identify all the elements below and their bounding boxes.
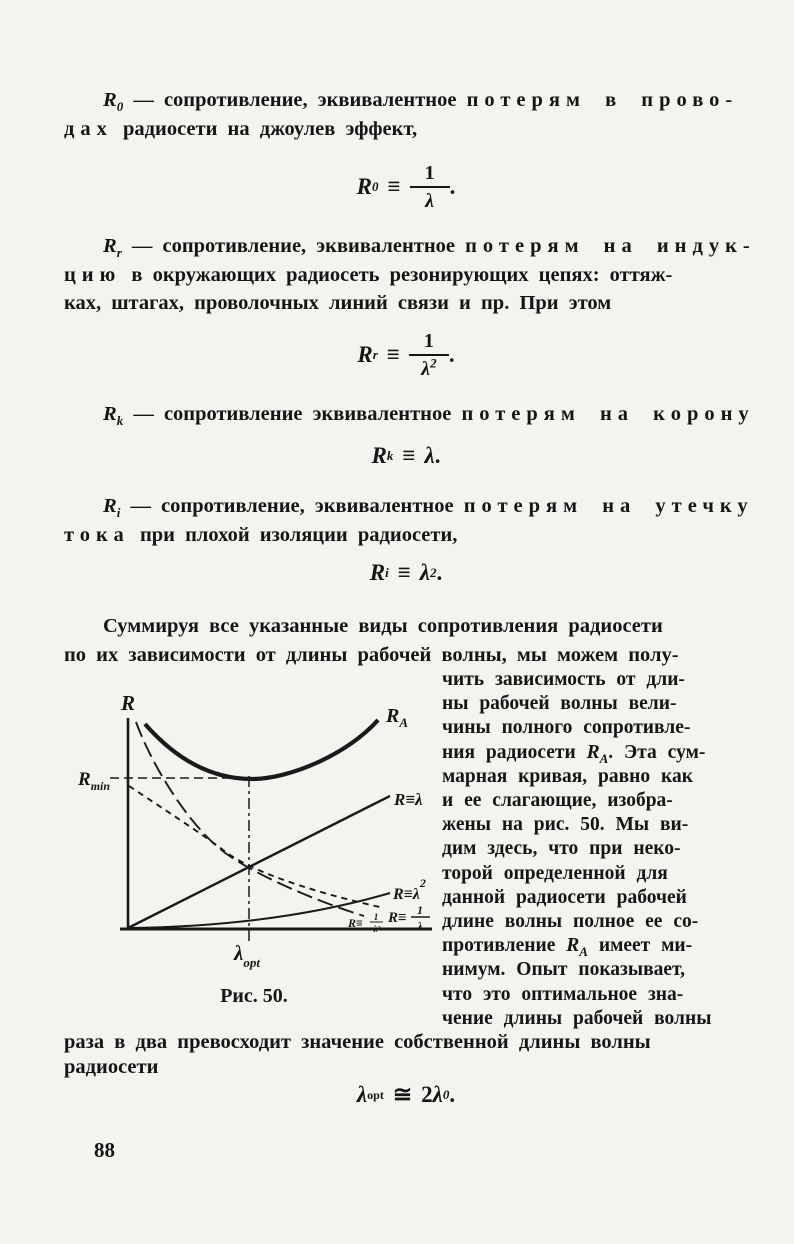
- body-text: радиосети: [64, 1056, 159, 1078]
- formula-r0: R 0 ≡ $\frac{1}{\lambda}$ .: [356, 162, 456, 212]
- body-text: длине волны полное ее со-: [442, 911, 699, 933]
- math-var: R: [103, 403, 117, 425]
- emphasized-text: потерям на утечку: [463, 495, 754, 517]
- math-var: R≡λ: [393, 886, 420, 903]
- formula-period: .: [449, 174, 456, 199]
- formula-rk: R k ≡ λ .: [371, 443, 441, 468]
- math-var: λ: [421, 358, 431, 380]
- emphasized-text: дах: [64, 117, 113, 140]
- math-var: R: [566, 935, 580, 957]
- body-text: марная кривая, равно как: [442, 765, 693, 787]
- text-line: [442, 862, 750, 886]
- page-number: 88: [94, 1138, 115, 1162]
- curve-label-inverse-sq-num: 1: [373, 912, 379, 922]
- math-var: λ: [356, 1082, 368, 1107]
- curve-label-linear: R≡λ: [394, 790, 423, 809]
- body-text: ках, штагах, проволочных линий связи и пр. При этом: [64, 292, 612, 314]
- figure-50: [64, 666, 442, 1016]
- y-axis-label: R: [120, 691, 136, 715]
- body-text: по их зависимости от длины рабочей волны, мы можем полу-: [64, 643, 679, 666]
- curve-label-inverse: R≡: [388, 910, 407, 926]
- body-text: при плохой изоляции радиосети,: [129, 523, 458, 546]
- text-line: [442, 789, 750, 813]
- math-var: λ: [424, 443, 435, 468]
- text-line: [64, 261, 748, 290]
- body-text: данной радиосети рабочей: [442, 886, 687, 908]
- fraction: [410, 162, 450, 212]
- line-r-eq-lambda: [128, 796, 390, 928]
- body-text: в окружающих радиосеть резонирующих цепях: оттяж-: [121, 263, 673, 286]
- equiv-sign: ≡: [397, 560, 411, 585]
- text-line: [442, 983, 750, 1007]
- math-var: R: [103, 495, 117, 517]
- math-var: R: [371, 443, 387, 468]
- text-line: [442, 1007, 750, 1031]
- math-sub: A: [399, 715, 409, 730]
- text-line: [64, 612, 748, 641]
- fraction: [409, 330, 449, 380]
- math-sub: A: [599, 750, 609, 766]
- math-sub: A: [579, 944, 588, 960]
- text-line: [64, 492, 754, 521]
- text-line: [442, 934, 750, 958]
- math-sub: opt: [243, 955, 260, 970]
- math-sub: k: [116, 413, 124, 429]
- formula-period: .: [448, 342, 455, 367]
- curve-label-total: [385, 705, 408, 730]
- column-text: [442, 668, 750, 1031]
- body-text: имеет ми-: [587, 935, 693, 957]
- math-sub: 0: [116, 99, 124, 115]
- math-var: R: [369, 560, 386, 585]
- text-line: [64, 86, 748, 115]
- text-line: [442, 958, 750, 982]
- body-text: чение длины рабочей волны: [442, 1007, 712, 1029]
- text-line: [442, 910, 750, 934]
- math-var: R: [357, 342, 373, 367]
- math-var: R: [103, 235, 117, 257]
- curve-total-resistance: [145, 720, 378, 779]
- body-text: противление: [442, 935, 567, 957]
- math-sup: 2: [430, 355, 437, 371]
- fraction-numerator: 1: [410, 162, 450, 188]
- text-line: [64, 232, 756, 261]
- emphasized-text: цию: [64, 263, 122, 286]
- text-line: [64, 289, 748, 318]
- body-text: торой определенной для: [442, 862, 668, 884]
- figure-caption: Рис. 50.: [220, 985, 288, 1007]
- coefficient: 2: [421, 1082, 433, 1107]
- math-sub: i: [116, 505, 121, 521]
- equiv-sign: ≡: [387, 174, 401, 199]
- body-text: радиосети на джоулев эффект,: [112, 117, 418, 140]
- text-line: [64, 115, 748, 144]
- body-text: — сопротивление, эквивалентное: [123, 89, 467, 111]
- formula-lambda-opt: λ opt ≅ 2 λ 0 .: [356, 1082, 456, 1107]
- text-line: [442, 668, 750, 692]
- approx-sign: ≅: [392, 1082, 413, 1107]
- fraction-denominator: [421, 356, 436, 380]
- body-text: жены на рис. 50. Мы ви-: [442, 814, 689, 836]
- text-line: [442, 886, 750, 910]
- body-text: дим здесь, что при неко-: [442, 838, 681, 860]
- body-text: нимум. Опыт показывает,: [442, 959, 686, 981]
- body-text: . Эта сум-: [608, 741, 706, 763]
- text-line: [64, 400, 755, 429]
- formula-period: .: [436, 560, 443, 585]
- curve-label-inverse-num: 1: [417, 903, 423, 917]
- math-var: R: [356, 174, 372, 199]
- paragraph-r0: [64, 86, 748, 143]
- text-line: [64, 521, 748, 550]
- body-text: чить зависимость от дли-: [442, 669, 685, 690]
- emphasized-text: потерям на индук-: [465, 235, 756, 257]
- curve-label-inverse-den: λ: [417, 919, 423, 933]
- math-var: R: [386, 705, 400, 727]
- body-text: и ее слагающие, изобра-: [442, 790, 673, 812]
- math-sup: 2: [419, 876, 426, 890]
- text-line: [442, 813, 750, 837]
- curve-label-inverse-sq-den: λ²: [373, 924, 381, 934]
- math-var: R: [103, 89, 117, 111]
- emphasized-text: потерям в прово-: [466, 89, 739, 111]
- formula-period: .: [434, 443, 441, 468]
- text-line: [442, 692, 750, 716]
- curve-label-inverse-sq: R≡: [348, 916, 363, 930]
- math-var: λ: [419, 560, 431, 585]
- body-text: ны рабочей волны вели-: [442, 693, 677, 715]
- body-text: что это оптимальное зна-: [442, 983, 684, 1005]
- body-text: — сопротивление, эквивалентное: [121, 235, 466, 257]
- paragraph-ri: [64, 492, 754, 549]
- text-line: [442, 765, 750, 789]
- math-var: λ: [432, 1082, 443, 1107]
- math-var: R: [78, 769, 91, 790]
- equiv-sign: ≡: [386, 342, 400, 367]
- paragraph-closing: [64, 1030, 748, 1080]
- math-var: R: [586, 741, 600, 763]
- formula-rr: R r ≡ $\frac{1}{\lambda^2}$ .: [357, 330, 455, 380]
- math-var: λ: [234, 941, 244, 965]
- equiv-sign: ≡: [402, 443, 416, 468]
- math-var: λ: [425, 190, 435, 212]
- paragraph-summary: [64, 612, 748, 669]
- body-text: чины полного сопротивле-: [442, 717, 691, 739]
- paragraph-rr: [64, 232, 756, 318]
- body-text: ния радиосети: [442, 741, 587, 763]
- emphasized-text: тока: [64, 523, 130, 546]
- formula-ri: R i ≡ λ 2 .: [369, 560, 443, 585]
- text-line: [442, 837, 750, 861]
- text-line: [64, 641, 748, 670]
- paragraph-rk: [64, 400, 755, 429]
- body-text: Суммируя все указанные виды сопротивления радиосети: [103, 615, 663, 637]
- rmin-label: [77, 769, 110, 793]
- math-sub: min: [90, 779, 111, 793]
- math-sub: r: [116, 245, 122, 261]
- formula-period: .: [449, 1082, 456, 1107]
- fraction-numerator: 1: [409, 330, 449, 356]
- fraction-denominator: [425, 188, 434, 212]
- body-text: раза в два превосходит значение собственной длины волны: [64, 1031, 651, 1053]
- text-line: [64, 1030, 748, 1055]
- text-line: [64, 1055, 748, 1080]
- lambda-opt-label: [233, 941, 260, 970]
- curve-r-eq-inverse-lambda: [129, 786, 384, 908]
- figure-50-plot: [64, 666, 442, 1016]
- curve-label-quadratic: [392, 876, 426, 903]
- text-line: [442, 716, 750, 740]
- body-text: — сопротивление эквивалентное: [123, 403, 462, 425]
- body-text: — сопротивление, эквивалентное: [120, 495, 464, 517]
- emphasized-text: потерям на корону: [461, 403, 755, 425]
- text-line: [442, 741, 750, 765]
